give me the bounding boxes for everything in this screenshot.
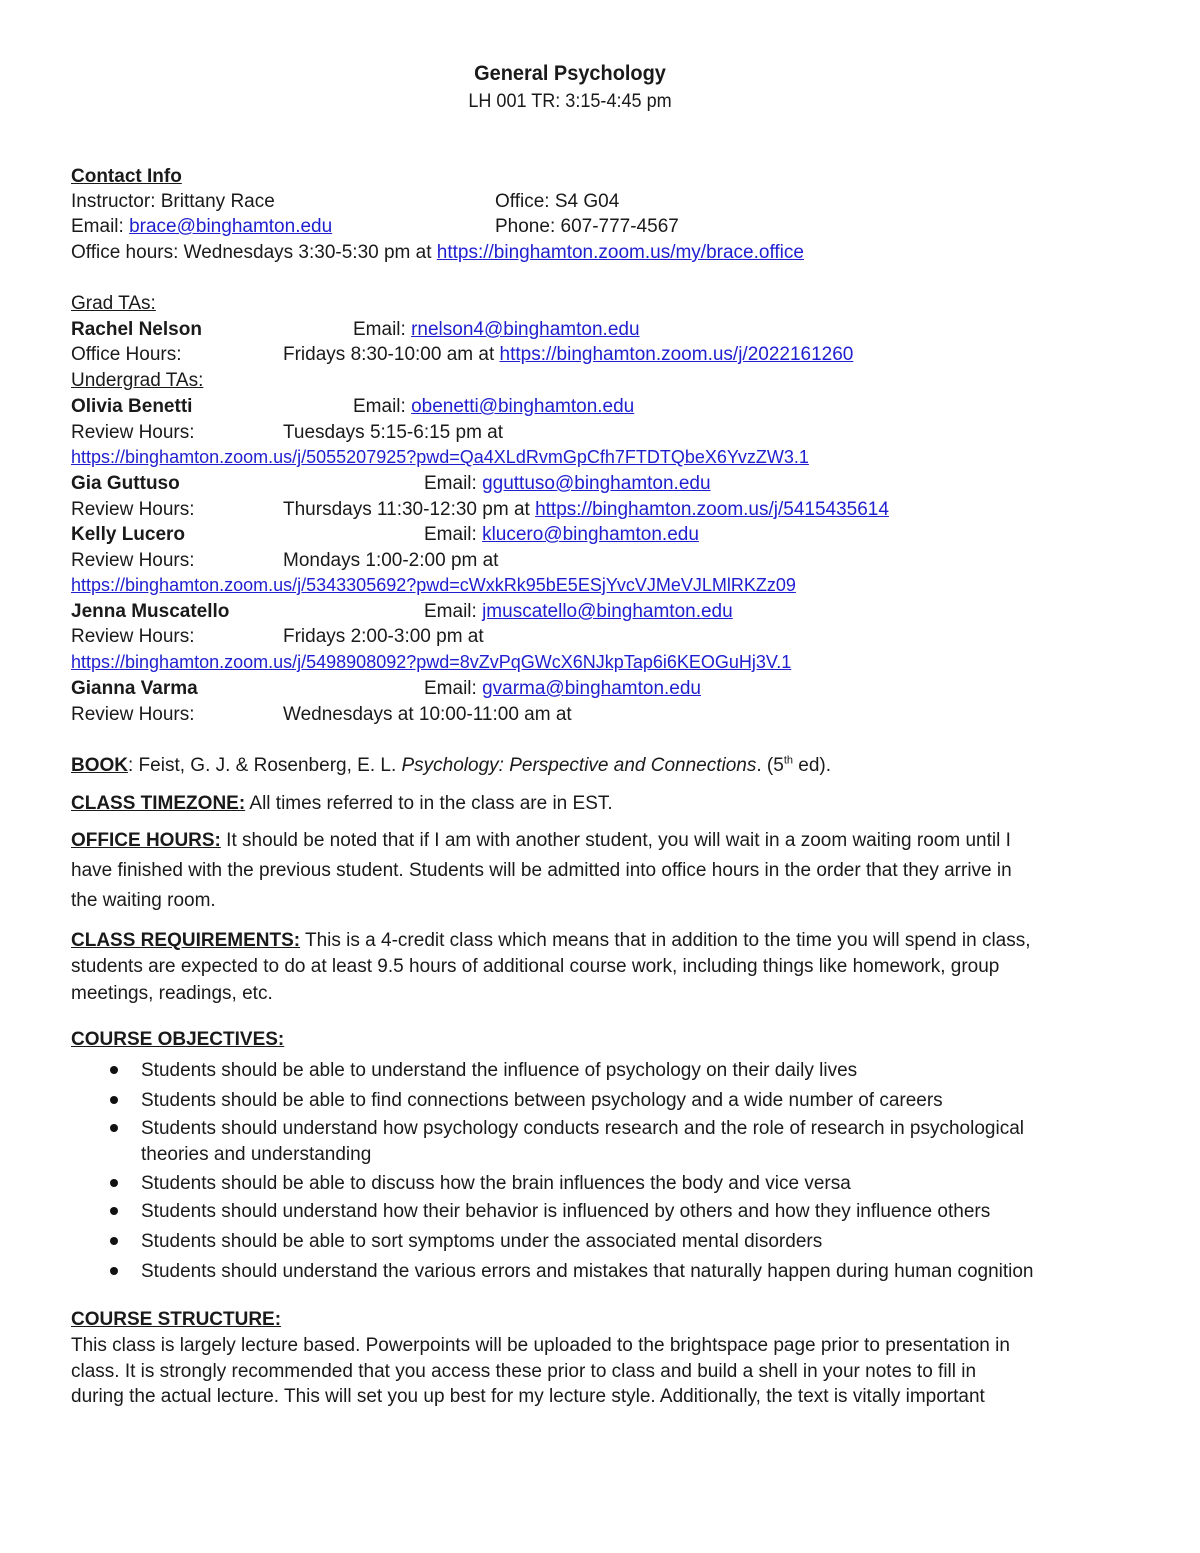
book-authors: : Feist, G. J. & Rosenberg, E. L. [128,755,402,776]
structure-line2: class. It is strongly recommended that you access these prior to class and build a shell in your notes to fill in [71,1361,977,1382]
office-hours-policy-line1 [71,828,1011,853]
ta-zoom-link-rachel[interactable]: https://binghamton.zoom.us/j/2022161260 [499,344,854,365]
objective-item: Students should understand how their behavior is influenced by others and how they influence others [141,1201,991,1222]
ta-email-link-olivia[interactable]: obenetti@binghamton.edu [411,396,635,417]
ta-hours-row-gia [283,497,889,522]
timezone-text: All times referred to in the class are in EST. [245,793,613,814]
ta-email-row-kelly [424,522,699,547]
ta-hours-label-kelly: Review Hours: [71,550,195,571]
book-label: BOOK [71,755,128,776]
ta-email-row-jenna [424,599,733,624]
ta-email-row-gia [424,471,711,496]
ta-hours-olivia: Tuesdays 5:15-6:15 pm at [283,422,504,443]
ta-zoom-link-kelly[interactable]: https://binghamton.zoom.us/j/5343305692?pwd=cWxkRk95bE5ESjYvcVJMeVJLMlRKZz09 [71,575,796,595]
contact-info-heading: Contact Info [71,166,182,187]
ta-name-gia: Gia Guttuso [71,473,180,494]
timezone-row [71,791,613,816]
office-hours-text: Office hours: Wednesdays 3:30-5:30 pm at [71,242,432,263]
email-label: Email: [424,601,477,622]
undergrad-tas-heading: Undergrad TAs: [71,370,204,391]
instructor-zoom-link[interactable]: https://binghamton.zoom.us/my/brace.office [436,242,804,263]
bullet-icon [110,1237,118,1245]
ta-email-row-olivia [353,394,634,419]
ta-name-olivia: Olivia Benetti [71,396,193,417]
bullet-icon [110,1096,118,1104]
structure-heading: COURSE STRUCTURE: [71,1309,282,1330]
book-row [71,753,831,778]
ta-name-gianna: Gianna Varma [71,678,198,699]
ta-hours-row-rachel [283,342,853,367]
ta-hours-rachel: Fridays 8:30-10:00 am at [283,344,495,365]
email-label: Email: [353,396,406,417]
ta-zoom-link-olivia[interactable]: https://binghamton.zoom.us/j/5055207925?pwd=Qa4XLdRvmGpCfh7FTDTQbeX6YvzZW3.1 [71,447,809,467]
ta-zoom-link-jenna-row [71,650,791,675]
ta-zoom-link-gia[interactable]: https://binghamton.zoom.us/j/5415435614 [535,499,889,520]
structure-line3: during the actual lecture. This will set you up best for my lecture style. Additionally, the text is vitally important [71,1386,985,1407]
structure-line1: This class is largely lecture based. Powerpoints will be uploaded to the brightspace page prior to presentation in [71,1335,1010,1356]
objective-item: Students should understand the various errors and mistakes that naturally happen during human cognition [141,1261,1034,1282]
objective-item-continuation: theories and understanding [141,1144,372,1165]
ta-hours-kelly: Mondays 1:00-2:00 pm at [283,550,499,571]
objective-item: Students should be able to understand the influence of psychology on their daily lives [141,1060,858,1081]
objective-item: Students should be able to discuss how the brain influences the body and vice versa [141,1173,851,1194]
office-hours-policy-line2: have finished with the previous student. Students will be admitted into office hours in the order that they arrive in [71,860,1012,881]
ta-email-link-jenna[interactable]: jmuscatello@binghamton.edu [482,601,733,622]
office-hours-policy-line3: the waiting room. [71,890,216,911]
instructor-name: Instructor: Brittany Race [71,191,275,212]
instructor-email-link[interactable]: brace@binghamton.edu [129,216,333,237]
class-schedule: LH 001 TR: 3:15-4:45 pm [468,91,672,112]
email-label: Email: [71,216,124,237]
office-hours-policy-label: OFFICE HOURS: [71,830,221,851]
book-title: Psychology: Perspective and Connections [401,755,757,776]
email-label: Email: [424,524,477,545]
objective-item: Students should be able to sort symptoms under the associated mental disorders [141,1231,823,1252]
timezone-label: CLASS TIMEZONE: [71,793,246,814]
instructor-office-hours-row [71,240,804,265]
objective-item: Students should be able to find connections between psychology and a wide number of careers [141,1090,943,1111]
requirements-label: CLASS REQUIREMENTS: [71,930,301,951]
ta-email-row-rachel [353,317,640,342]
book-edition-b: ed). [793,755,832,776]
ta-name-rachel: Rachel Nelson [71,319,202,340]
objective-item: Students should understand how psychology conducts research and the role of research in psychological [141,1118,1024,1139]
requirements-text1: This is a 4-credit class which means that in addition to the time you will spend in class, [300,930,1031,951]
ta-email-link-rachel[interactable]: rnelson4@binghamton.edu [411,319,640,340]
ta-hours-label-rachel: Office Hours: [71,344,182,365]
email-label: Email: [353,319,406,340]
ta-email-link-gianna[interactable]: gvarma@binghamton.edu [482,678,701,699]
ta-hours-label-olivia: Review Hours: [71,422,195,443]
email-label: Email: [424,678,477,699]
book-edition-sup: th [783,754,794,767]
ta-name-jenna: Jenna Muscatello [71,601,230,622]
instructor-phone: Phone: 607-777-4567 [495,216,679,237]
book-edition-a: . (5 [756,755,784,776]
ta-email-link-kelly[interactable]: klucero@binghamton.edu [482,524,699,545]
ta-zoom-link-jenna[interactable]: https://binghamton.zoom.us/j/5498908092?pwd=8vZvPqGWcX6NJkpTap6i6KEOGuHj3V.1 [71,652,792,672]
ta-hours-gia: Thursdays 11:30-12:30 pm at [283,499,530,520]
document-title: General Psychology [474,62,666,85]
instructor-office: Office: S4 G04 [495,191,620,212]
ta-email-row-gianna [424,676,701,701]
instructor-email-row [71,214,332,239]
ta-zoom-link-olivia-row [71,445,809,470]
ta-hours-label-gia: Review Hours: [71,499,195,520]
bullet-icon [110,1179,118,1187]
office-hours-policy-text1: It should be noted that if I am with another student, you will wait in a zoom waiting room until I [220,830,1011,851]
bullet-icon [110,1267,118,1275]
requirements-line1 [71,928,1031,953]
bullet-icon [110,1066,118,1074]
ta-hours-label-jenna: Review Hours: [71,626,195,647]
objectives-heading: COURSE OBJECTIVES: [71,1029,285,1050]
requirements-line2: students are expected to do at least 9.5 hours of additional course work, including things like homework, group [71,956,1000,977]
bullet-icon [110,1124,118,1132]
ta-hours-label-gianna: Review Hours: [71,704,195,725]
ta-hours-jenna: Fridays 2:00-3:00 pm at [283,626,484,647]
grad-tas-heading: Grad TAs: [71,293,156,314]
ta-email-link-gia[interactable]: gguttuso@binghamton.edu [482,473,711,494]
email-label: Email: [424,473,477,494]
bullet-icon [110,1207,118,1215]
ta-zoom-link-kelly-row [71,573,796,598]
ta-name-kelly: Kelly Lucero [71,524,186,545]
ta-hours-gianna: Wednesdays at 10:00-11:00 am at [283,704,572,725]
requirements-line3: meetings, readings, etc. [71,983,273,1004]
